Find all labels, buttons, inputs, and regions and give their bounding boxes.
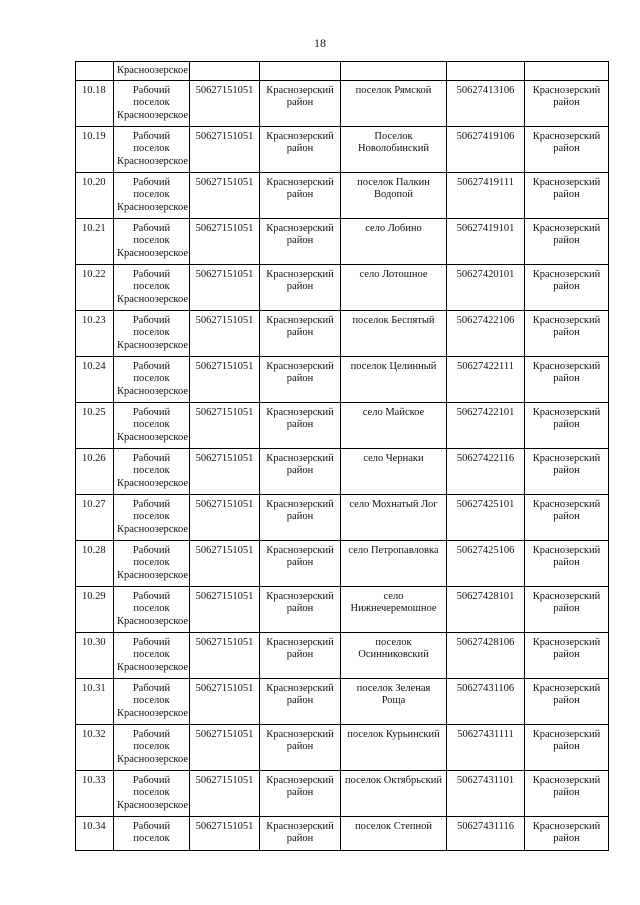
cell-locality-oktmo: 50627425106 — [447, 540, 525, 586]
cell-locality-district: Краснозерский район — [525, 632, 609, 678]
cell-oktmo: 50627151051 — [190, 264, 260, 310]
cell-settlement: Рабочий поселок Красноозерское — [114, 632, 190, 678]
cell-district: Краснозерский район — [260, 448, 341, 494]
cell-district: Краснозерский район — [260, 310, 341, 356]
cell-num: 10.24 — [76, 356, 114, 402]
cell-num: 10.28 — [76, 540, 114, 586]
continuation-row — [76, 62, 609, 81]
cell-locality: село Лобино — [341, 218, 447, 264]
cell-district: Краснозерский район — [260, 540, 341, 586]
cell-district: Краснозерский район — [260, 218, 341, 264]
cell-settlement: Рабочий поселок Красноозерское — [114, 126, 190, 172]
cell-num: 10.22 — [76, 264, 114, 310]
table-row — [76, 402, 609, 448]
cell-district: Краснозерский район — [260, 816, 341, 850]
cell-locality-oktmo: 50627431111 — [447, 724, 525, 770]
cell-settlement: Рабочий поселок Красноозерское — [114, 172, 190, 218]
table-row — [76, 678, 609, 724]
cell-settlement: Рабочий поселок Красноозерское — [114, 678, 190, 724]
cell-num: 10.27 — [76, 494, 114, 540]
cell-locality-district: Краснозерский район — [525, 770, 609, 816]
cell-locality: Поселок Новолобинский — [341, 126, 447, 172]
cell-num: 10.26 — [76, 448, 114, 494]
cell-settlement: Рабочий поселок Красноозерское — [114, 264, 190, 310]
cell-locality: поселок Зеленая Роща — [341, 678, 447, 724]
cell-num: 10.20 — [76, 172, 114, 218]
cell-locality: село Нижнечеремошное — [341, 586, 447, 632]
cell-num: 10.30 — [76, 632, 114, 678]
cell-locality-oktmo: 50627428101 — [447, 586, 525, 632]
table-row — [76, 540, 609, 586]
cell-settlement: Рабочий поселок — [114, 816, 190, 850]
cell-oktmo: 50627151051 — [190, 816, 260, 850]
cell-num: 10.34 — [76, 816, 114, 850]
cell-district: Краснозерский район — [260, 80, 341, 126]
cell-locality-oktmo: 50627419111 — [447, 172, 525, 218]
table-row — [76, 310, 609, 356]
cell-locality-district: Краснозерский район — [525, 816, 609, 850]
cell-locality-district: Краснозерский район — [525, 310, 609, 356]
cell-district: Краснозерский район — [260, 402, 341, 448]
cell-settlement: Рабочий поселок Красноозерское — [114, 586, 190, 632]
table-row — [76, 816, 609, 850]
table-row — [76, 126, 609, 172]
cell-oktmo: 50627151051 — [190, 770, 260, 816]
cell-district: Краснозерский район — [260, 172, 341, 218]
cell-locality: поселок Целинный — [341, 356, 447, 402]
cell-num: 10.29 — [76, 586, 114, 632]
cell-locality-district: Краснозерский район — [525, 218, 609, 264]
cell-locality-district: Краснозерский район — [525, 724, 609, 770]
cell-locality-oktmo: 50627422106 — [447, 310, 525, 356]
cell-district — [260, 62, 341, 81]
cell-num: 10.18 — [76, 80, 114, 126]
cell-locality-oktmo: 50627428106 — [447, 632, 525, 678]
cell-settlement: Рабочий поселок Красноозерское — [114, 356, 190, 402]
table-body — [76, 62, 609, 851]
cell-num: 10.21 — [76, 218, 114, 264]
cell-locality — [341, 62, 447, 81]
cell-locality-district: Краснозерский район — [525, 356, 609, 402]
cell-locality-oktmo: 50627431101 — [447, 770, 525, 816]
cell-district: Краснозерский район — [260, 586, 341, 632]
table-row — [76, 632, 609, 678]
cell-oktmo: 50627151051 — [190, 402, 260, 448]
cell-locality-district: Краснозерский район — [525, 586, 609, 632]
cell-locality-district: Краснозерский район — [525, 494, 609, 540]
cell-locality-oktmo: 50627431106 — [447, 678, 525, 724]
cell-district: Краснозерский район — [260, 494, 341, 540]
cell-oktmo — [190, 62, 260, 81]
cell-locality: поселок Осинниковский — [341, 632, 447, 678]
cell-locality: село Майское — [341, 402, 447, 448]
cell-oktmo: 50627151051 — [190, 724, 260, 770]
cell-settlement: Рабочий поселок Красноозерское — [114, 218, 190, 264]
cell-settlement: Рабочий поселок Красноозерское — [114, 80, 190, 126]
cell-locality: поселок Курьинский — [341, 724, 447, 770]
cell-locality-district: Краснозерский район — [525, 448, 609, 494]
page-number: 18 — [314, 36, 326, 50]
cell-oktmo: 50627151051 — [190, 80, 260, 126]
cell-locality: село Петропавловка — [341, 540, 447, 586]
table-row — [76, 172, 609, 218]
cell-oktmo: 50627151051 — [190, 678, 260, 724]
cell-locality-district: Краснозерский район — [525, 126, 609, 172]
cell-locality: поселок Беспятый — [341, 310, 447, 356]
table-row — [76, 356, 609, 402]
cell-locality: село Чернаки — [341, 448, 447, 494]
table-row — [76, 264, 609, 310]
cell-locality-district: Краснозерский район — [525, 678, 609, 724]
cell-district: Краснозерский район — [260, 126, 341, 172]
cell-district: Краснозерский район — [260, 356, 341, 402]
cell-locality-oktmo: 50627422101 — [447, 402, 525, 448]
cell-oktmo: 50627151051 — [190, 632, 260, 678]
table-row — [76, 724, 609, 770]
cell-district: Краснозерский район — [260, 264, 341, 310]
cell-district: Краснозерский район — [260, 724, 341, 770]
table-row — [76, 448, 609, 494]
cell-num: 10.23 — [76, 310, 114, 356]
cell-num: 10.19 — [76, 126, 114, 172]
cell-locality-district: Краснозерский район — [525, 80, 609, 126]
table-row — [76, 218, 609, 264]
cell-settlement: Рабочий поселок Красноозерское — [114, 724, 190, 770]
cell-district: Краснозерский район — [260, 678, 341, 724]
cell-oktmo: 50627151051 — [190, 494, 260, 540]
cell-locality-oktmo: 50627420101 — [447, 264, 525, 310]
cell-settlement: Рабочий поселок Красноозерское — [114, 448, 190, 494]
cell-num: 10.33 — [76, 770, 114, 816]
cell-num: 10.32 — [76, 724, 114, 770]
table-row — [76, 494, 609, 540]
cell-locality-oktmo: 50627413106 — [447, 80, 525, 126]
cell-settlement: Рабочий поселок Красноозерское — [114, 402, 190, 448]
cell-oktmo: 50627151051 — [190, 126, 260, 172]
cell-locality-oktmo: 50627422111 — [447, 356, 525, 402]
cell-locality: поселок Рямской — [341, 80, 447, 126]
cell-locality: село Лотошное — [341, 264, 447, 310]
cell-locality-district: Краснозерский район — [525, 264, 609, 310]
cell-district: Краснозерский район — [260, 632, 341, 678]
cell-locality: село Мохнатый Лог — [341, 494, 447, 540]
cell-district: Краснозерский район — [260, 770, 341, 816]
cell-locality-district — [525, 62, 609, 81]
cell-locality-oktmo: 50627419106 — [447, 126, 525, 172]
cell-num: 10.25 — [76, 402, 114, 448]
cell-locality: поселок Степной — [341, 816, 447, 850]
cell-settlement: Рабочий поселок Красноозерское — [114, 540, 190, 586]
table-row — [76, 80, 609, 126]
table-row — [76, 770, 609, 816]
cell-locality-oktmo: 50627425101 — [447, 494, 525, 540]
cell-locality-district: Краснозерский район — [525, 402, 609, 448]
cell-oktmo: 50627151051 — [190, 172, 260, 218]
cell-oktmo: 50627151051 — [190, 310, 260, 356]
table-row — [76, 586, 609, 632]
cell-settlement: Рабочий поселок Красноозерское — [114, 310, 190, 356]
cell-settlement: Рабочий поселок Красноозерское — [114, 770, 190, 816]
cell-settlement: Красноозерское — [114, 62, 190, 81]
cell-oktmo: 50627151051 — [190, 356, 260, 402]
cell-oktmo: 50627151051 — [190, 448, 260, 494]
cell-locality: поселок Октябрьский — [341, 770, 447, 816]
cell-locality-oktmo: 50627422116 — [447, 448, 525, 494]
cell-oktmo: 50627151051 — [190, 586, 260, 632]
cell-locality-district: Краснозерский район — [525, 540, 609, 586]
cell-num: 10.31 — [76, 678, 114, 724]
cell-locality: поселок Палкин Водопой — [341, 172, 447, 218]
cell-locality-district: Краснозерский район — [525, 172, 609, 218]
cell-locality-oktmo: 50627419101 — [447, 218, 525, 264]
cell-locality-oktmo: 50627431116 — [447, 816, 525, 850]
cell-locality-oktmo — [447, 62, 525, 81]
cell-num — [76, 62, 114, 81]
cell-oktmo: 50627151051 — [190, 218, 260, 264]
cell-settlement: Рабочий поселок Красноозерское — [114, 494, 190, 540]
settlements-table — [75, 61, 609, 851]
cell-oktmo: 50627151051 — [190, 540, 260, 586]
